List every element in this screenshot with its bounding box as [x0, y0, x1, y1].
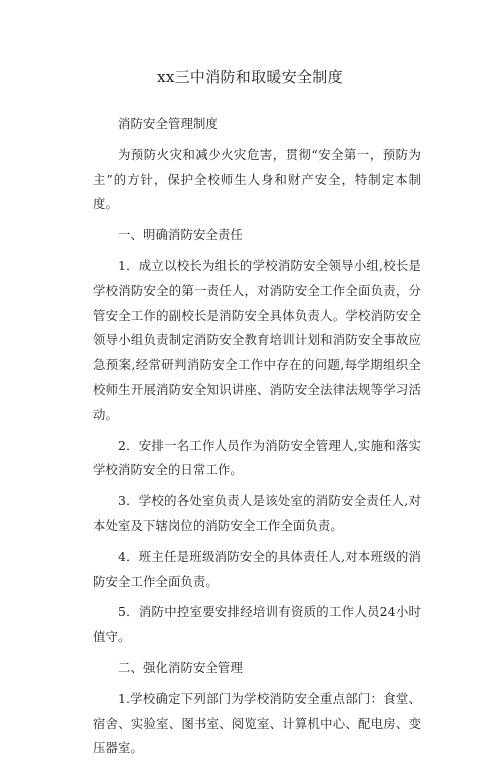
- section-heading-2: 二、强化消防安全管理: [118, 659, 243, 675]
- section1-item: 5．消防中控室要安排经培训有资质的工作人员24小时值守。: [93, 604, 421, 645]
- section1-item: 2．安排一名工作人员作为消防安全管理人,实施和落实学校消防安全的日常工作。: [93, 437, 421, 478]
- section2-item: 1.学校确定下列部门为学校消防安全重点部门：食堂、宿舍、实验室、图书室、阅览室、计算机中心、配电房、变压器室。: [93, 690, 421, 756]
- section1-item: 1．成立以校长为组长的学校消防安全领导小组,校长是学校消防安全的第一责任人，对消防安全工作全面负责，分管安全工作的副校长是消防安全具体负责人。学校消防安全领导小组负责制定消防安全教育培训计划和消防安全事故应急预案,经常研判消防安全工作中存在的问题,每学期组织全校师生开展消防安全知识讲座、消防安全法律法规等学习活动。: [93, 257, 421, 422]
- document-title: xx三中消防和取暖安全制度: [157, 68, 343, 86]
- section1-item: 3．学校的各处室负责人是该处室的消防安全责任人,对本处室及下辖岗位的消防安全工作全面负责。: [93, 493, 421, 533]
- section1-item: 4．班主任是班级消防安全的具体责任人,对本班级的消防安全工作全面负责。: [93, 548, 421, 589]
- document-body: [93, 112, 421, 761]
- intro-paragraph: 为预防火灾和减少火灾危害，贯彻“安全第一，预防为主”的方针，保护全校师生人身和财产安全，特制定本制度。: [93, 146, 421, 212]
- subtitle: 消防安全管理制度: [118, 116, 218, 131]
- section-heading-1: 一、明确消防安全责任: [118, 227, 243, 243]
